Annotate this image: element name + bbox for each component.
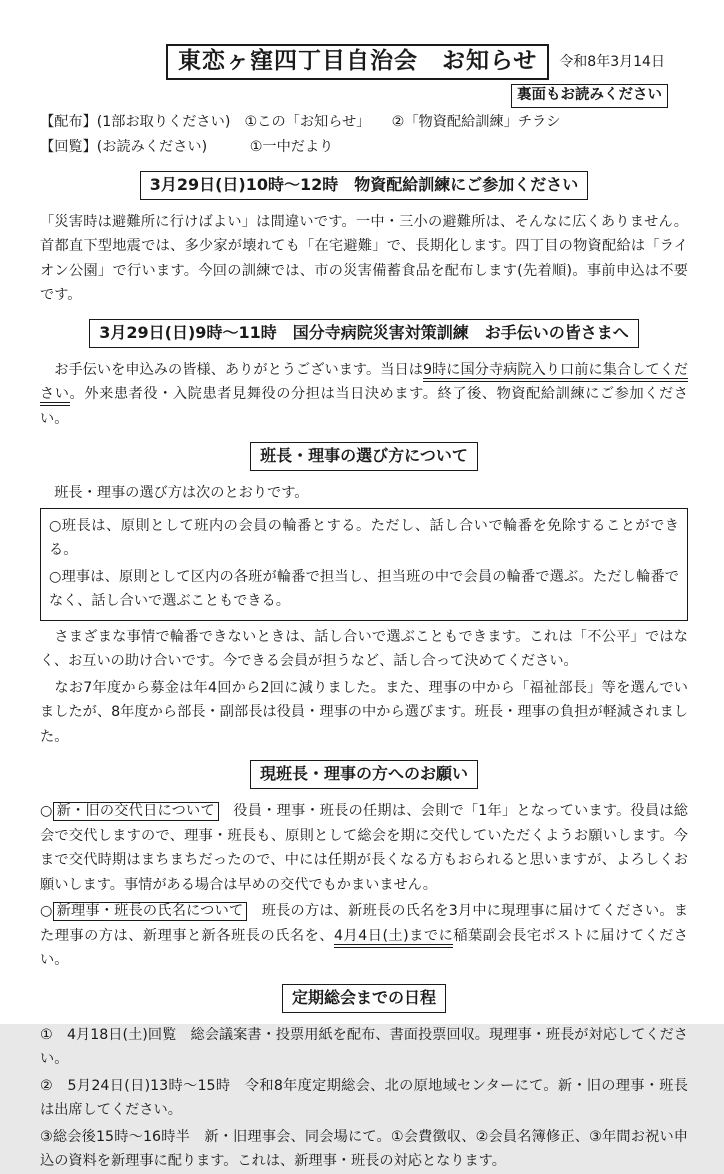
distribution-line: 【配布】(1部お取りください) ①この「お知らせ」 ②「物資配給訓練」チラシ [40, 113, 561, 130]
selection-heading: 班長・理事の選び方について [250, 442, 478, 471]
request-item-2-underlined-text: 4月4日(土)までに [334, 928, 453, 948]
request-item-2-marker: ○ [40, 903, 53, 919]
page-title: 東恋ヶ窪四丁目自治会 お知らせ [166, 44, 549, 80]
request-heading: 現班長・理事の方へのお願い [250, 760, 478, 789]
hospital-drill-heading: 3月29日(日)9時～11時 国分寺病院災害対策訓練 お手伝いの皆さまへ [89, 319, 638, 348]
request-item-1-label: 新・旧の交代日について [53, 802, 219, 821]
supply-drill-heading: 3月29日(日)10時～12時 物資配給訓練にご参加ください [140, 171, 589, 200]
hospital-drill-underlined-text: 9時に国分寺病院入り口前に集合してください [40, 362, 688, 407]
selection-rules-box [40, 508, 688, 621]
schedule-item-3: ③総会後15時～16時半 新・旧理事会、同会場にて。①会費徴収、②会員名簿修正、③年間お祝い申込の資料を新理事に配ります。これは、新理事・班長の対応となります。 [40, 1128, 688, 1169]
schedule-heading: 定期総会までの日程 [282, 984, 446, 1013]
supply-drill-body: 「災害時は避難所に行けばよい」は間違いです。一中・三小の避難所は、そんなに広くありません。首都直下型地震では、多少家が壊れても「在宅避難」で、長期化します。四丁目の物資配給は「ライオン公園」で行います。今回の訓練では、市の災害備蓄食品を配布します(先着順)。事前申込は不要です。 [40, 213, 688, 303]
section-heading-supply-drill [40, 171, 688, 200]
request-item-1-text: 役員・理事・班長の任期は、会則で「1年」となっています。役員は総会で交代しますので、理事・班長も、原則として総会を期に交代していただくようお願いします。今まで交代時期はまちまちだったので、中には任期が長くなる方もおられると思いますが、よろしくお願いします。事情がある場合は早めの交代でもかまいません。 [40, 803, 688, 893]
selection-rule-1: ○班長は、原則として班内の会員の輪番とする。ただし、話し合いで輪番を免除することができる。 [49, 517, 679, 558]
section-heading-schedule [40, 984, 688, 1013]
schedule-item-2: ② 5月24日(日)13時～15時 令和8年度定期総会、北の原地域センターにて。新・旧の理事・班長は出席してください。 [40, 1077, 688, 1118]
schedule-item-1: ① 4月18日(土)回覧 総会議案書・投票用紙を配布、書面投票回収。現理事・班長が対応してください。 [40, 1026, 688, 1067]
back-side-note: 裏面もお読みください [511, 84, 668, 108]
request-item-2-text-post: 稲葉副会長宅ポストに届けてください。 [40, 927, 688, 968]
request-item-1 [40, 799, 688, 897]
section-heading-hospital-drill [40, 319, 688, 348]
request-item-1-marker: ○ [40, 803, 53, 819]
title-row [166, 44, 688, 80]
document-date: 令和8年3月14日 [559, 53, 665, 70]
selection-note-1: さまざまな事情で輪番できないときは、話し合いで選ぶこともできます。これは「不公平」ではなく、お互いの助け合いです。今できる会員が担うなど、話し合って決めてください。 [40, 628, 688, 669]
hospital-drill-text-post: 。外来患者役・入院患者見舞役の分担は当日決めます。終了後、物資配給訓練にご参加ください。 [40, 386, 688, 427]
selection-note-2: なお7年度から募金は年4回から2回に減りました。また、理事の中から「福祉部長」等を選んでいましたが、8年度から部長・副部長は役員・理事の中から選びます。班長・理事の負担が軽減されました。 [40, 679, 688, 745]
backnote-row [40, 83, 668, 108]
selection-rule-2: ○理事は、原則として区内の各班が輪番で担当し、担当班の中で会員の輪番で選ぶ。ただし輪番でなく、話し合いで選ぶこともできる。 [49, 568, 679, 609]
section-heading-request [40, 760, 688, 789]
hospital-drill-body [40, 358, 688, 432]
request-item-2-text-pre: 班長の方は、新班長の氏名を3月中に現理事に届けてください。また理事の方は、新理事と新各班長の氏名を、 [40, 903, 689, 944]
section-heading-selection [40, 442, 688, 471]
selection-intro: 班長・理事の選び方は次のとおりです。 [40, 485, 309, 501]
circulation-line: 【回覧】(お読みください) ①一中だより [40, 138, 334, 155]
hospital-drill-text-pre: お手伝いを申込みの皆様、ありがとうございます。当日は [40, 361, 423, 378]
request-item-2-label: 新理事・班長の氏名について [53, 902, 248, 921]
request-item-2 [40, 899, 688, 973]
